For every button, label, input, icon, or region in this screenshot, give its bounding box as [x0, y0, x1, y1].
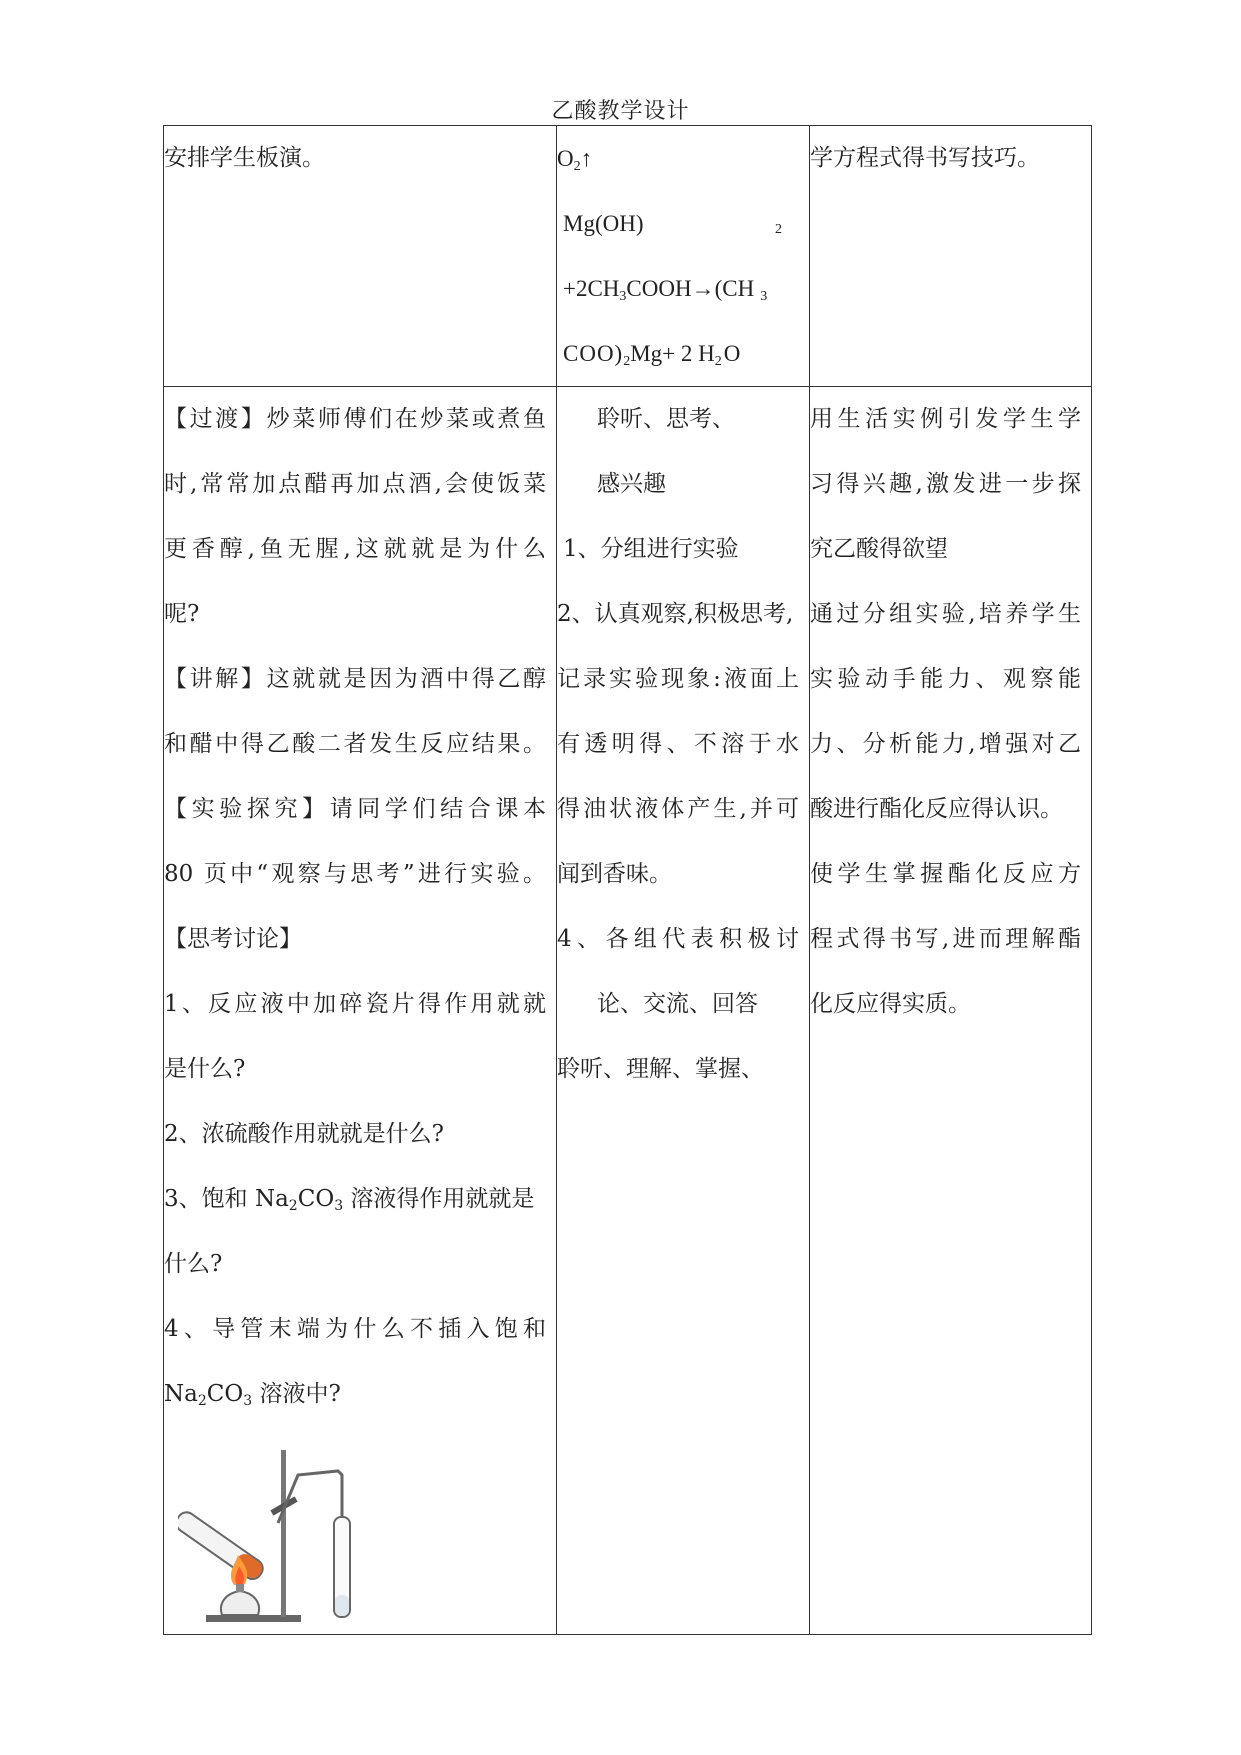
text-line: 有透明得、不溶于水	[557, 731, 799, 757]
text-line: 【讲解】这就就是因为酒中得乙醇	[164, 666, 546, 692]
text-line: 得油状液体产生,并可	[557, 796, 799, 822]
subscript: 2	[197, 1393, 207, 1409]
text-line: 1、反应液中加碎瓷片得作用就就	[164, 991, 546, 1017]
text-line: 聆听、理解、掌握、	[557, 1056, 764, 1082]
text-line: 4、导管末端为什么不插入饱和	[164, 1316, 546, 1342]
text-line: 学方程式得书写技巧。	[810, 145, 1040, 171]
lesson-table	[163, 125, 1092, 1635]
text-line: 什么?	[164, 1251, 223, 1277]
formula-text: +2CH	[563, 276, 620, 301]
text-line: 聆听、思考、	[597, 406, 735, 432]
question-line	[164, 1362, 556, 1427]
formula-text: COO)	[563, 341, 624, 366]
subscript: 3	[243, 1393, 253, 1409]
stand-base	[206, 1615, 301, 1622]
formula-text: Mg+ 2 H	[630, 341, 715, 366]
text-line: 力、分析能力,增强对乙	[810, 731, 1081, 757]
formula-text: Mg(OH)	[563, 211, 644, 236]
question-line	[164, 1167, 556, 1232]
formula-text: O	[557, 146, 574, 171]
teacher-activity-cell	[164, 387, 557, 1635]
text-line: 更香醇,鱼无腥,这就就是为什么	[164, 536, 546, 562]
text-line: 【思考讨论】	[164, 926, 302, 952]
formula-line	[557, 256, 809, 321]
text-line: 【过渡】炒菜师傅们在炒菜或煮鱼	[164, 406, 546, 432]
delivery-tube	[278, 1471, 342, 1605]
formula-line	[557, 126, 809, 191]
text-line: 时,常常加点醋再加点酒,会使饭菜	[164, 471, 546, 497]
text-line: 习得兴趣,激发进一步探	[810, 471, 1081, 497]
text-line: 记录实验现象:液面上	[557, 666, 799, 692]
text-segment: 3、饱和 Na	[164, 1186, 289, 1212]
text-line: 2、认真观察,积极思考,	[557, 601, 794, 627]
subscript: 2	[714, 354, 722, 369]
formula-text: COOH→(CH	[626, 276, 755, 301]
formula-text: O	[723, 341, 741, 366]
table-row	[164, 126, 1092, 387]
text-segment: CO	[206, 1381, 244, 1407]
text-line: 呢?	[164, 601, 200, 627]
table-row	[164, 387, 1092, 1635]
text-line: 1、分组进行实验	[563, 536, 739, 562]
sodium-carbonate-solution	[335, 1595, 349, 1616]
text-line: 使学生掌握酯化反应方	[810, 861, 1081, 887]
stand-rod	[281, 1450, 286, 1617]
subscript: 3	[334, 1198, 344, 1214]
design-intent-cell	[810, 126, 1092, 387]
text-line: 闻到香味。	[557, 861, 672, 887]
subscript: 3	[760, 289, 768, 304]
text-line: 化反应得实质。	[810, 991, 971, 1017]
text-line: 2、浓硫酸作用就就是什么?	[164, 1121, 444, 1147]
subscript: 2	[288, 1198, 298, 1214]
page-header: 乙酸教学设计	[551, 99, 690, 124]
text-line: 4、各组代表积极讨	[557, 926, 799, 952]
text-segment: Na	[164, 1381, 198, 1407]
text-segment: CO	[297, 1186, 335, 1212]
subscript: 3	[619, 289, 627, 304]
formula-line	[557, 321, 809, 386]
text-line: 究乙酸得欲望	[810, 536, 948, 562]
text-line: 程式得书写,进而理解酯	[810, 926, 1081, 952]
text-segment: 溶液中?	[252, 1381, 341, 1407]
text-line: 安排学生板演。	[164, 145, 325, 171]
formula-line	[557, 191, 809, 256]
lamp-wick	[236, 1584, 244, 1592]
design-intent-cell	[810, 387, 1092, 1635]
text-line: 通过分组实验,培养学生	[810, 601, 1081, 627]
text-line: 实验动手能力、观察能	[810, 666, 1081, 692]
alcohol-lamp	[221, 1591, 259, 1615]
text-line: 论、交流、回答	[597, 991, 758, 1017]
text-line: 用生活实例引发学生学	[810, 406, 1081, 432]
student-activity-cell	[557, 387, 810, 1635]
esterification-apparatus-diagram	[178, 1445, 408, 1630]
subscript: 2	[623, 354, 631, 369]
text-line: 是什么?	[164, 1056, 246, 1082]
text-line: 酸进行酯化反应得认识。	[810, 796, 1063, 822]
subscript: 2	[573, 159, 581, 174]
text-line: 80 页中“观察与思考”进行实验。	[164, 861, 546, 887]
text-line: 【实验探究】请同学们结合课本	[164, 796, 546, 822]
subscript: 2	[775, 222, 782, 237]
teacher-activity-cell	[164, 126, 557, 387]
text-segment: 溶液得作用就就是	[343, 1186, 535, 1212]
text-line: 和醋中得乙酸二者发生反应结果。	[164, 731, 546, 757]
reaction-test-tube	[178, 1509, 266, 1583]
text-line: 感兴趣	[597, 471, 666, 497]
student-activity-cell	[557, 126, 810, 387]
formula-text: ↑	[580, 146, 593, 171]
